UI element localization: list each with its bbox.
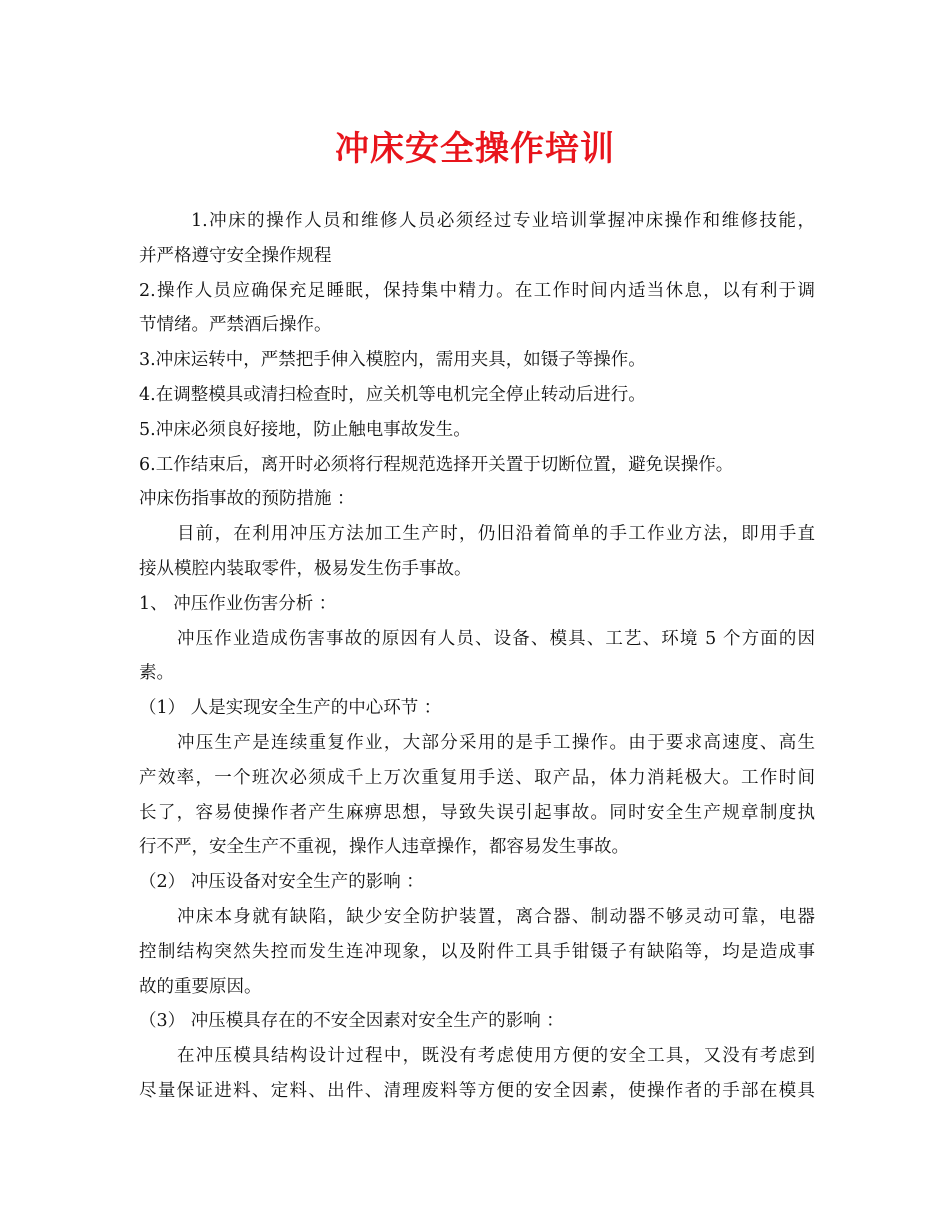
text-line: 6.工作结束后，离开时必须将行程规范选择开关置于切断位置，避免误操作。 — [139, 454, 734, 475]
text-line: （1） 人是实现安全生产的中心环节 ： — [139, 698, 442, 719]
document-title: 冲床安全操作培训 — [335, 129, 615, 169]
text-line: 冲床伤指事故的预防措施 ： — [139, 489, 355, 510]
document-body — [139, 204, 815, 1109]
text-line: （2） 冲压设备对安全生产的影响 ： — [139, 872, 424, 893]
text-line: 故的重要原因。 — [139, 976, 262, 997]
text-line: 冲压作业造成伤害事故的原因有人员、设备、模具、工艺、环境 5 个方面的因 — [177, 628, 815, 649]
text-line: （3） 冲压模具存在的不安全因素对安全生产的影响 ： — [139, 1011, 564, 1032]
text-line: 长了，容易使操作者产生麻痹思想，导致失误引起事故。同时安全生产规章制度执 — [139, 802, 815, 823]
text-line: 控制结构突然失控而发生连冲现象，以及附件工具手钳镊子有缺陷等，均是造成事 — [139, 941, 815, 962]
text-line: 冲床本身就有缺陷，缺少安全防护装置，离合器、制动器不够灵动可靠，电器 — [177, 906, 815, 927]
text-line: 并严格遵守安全操作规程 — [139, 245, 332, 266]
text-line: 素。 — [139, 663, 174, 684]
text-line: 1、 冲压作业伤害分析 ： — [139, 593, 337, 614]
text-line: 目前，在利用冲压方法加工生产时，仍旧沿着简单的手工作业方法，即用手直 — [177, 524, 815, 545]
text-line: 1.冲床的操作人员和维修人员必须经过专业培训掌握冲床操作和维修技能， — [191, 211, 815, 231]
text-line: 产效率，一个班次必须成千上万次重复用手送、取产品，体力消耗极大。工作时间 — [139, 767, 815, 788]
text-line: 冲压生产是连续重复作业，大部分采用的是手工操作。由于要求高速度、高生 — [177, 732, 815, 753]
text-line: 3.冲床运转中，严禁把手伸入模腔内，需用夹具，如镊子等操作。 — [139, 350, 646, 371]
text-line: 5.冲床必须良好接地，防止触电事故发生。 — [139, 419, 471, 440]
text-line: 节情绪。严禁酒后操作。 — [139, 315, 332, 336]
text-line: 尽量保证进料、定料、出件、清理废料等方便的安全因素，使操作者的手部在模具 — [139, 1080, 815, 1101]
text-line: 在冲压模具结构设计过程中，既没有考虑使用方便的安全工具，又没有考虑到 — [177, 1046, 815, 1067]
text-line: 2.操作人员应确保充足睡眠，保持集中精力。在工作时间内适当休息，以有利于调 — [139, 280, 815, 301]
text-line: 行不严，安全生产不重视，操作人违章操作，都容易发生事故。 — [139, 837, 629, 858]
text-line: 4.在调整模具或清扫检查时，应关机等电机完全停止转动后进行。 — [139, 384, 646, 405]
text-line: 接从模腔内装取零件，极易发生伤手事故。 — [139, 558, 472, 579]
